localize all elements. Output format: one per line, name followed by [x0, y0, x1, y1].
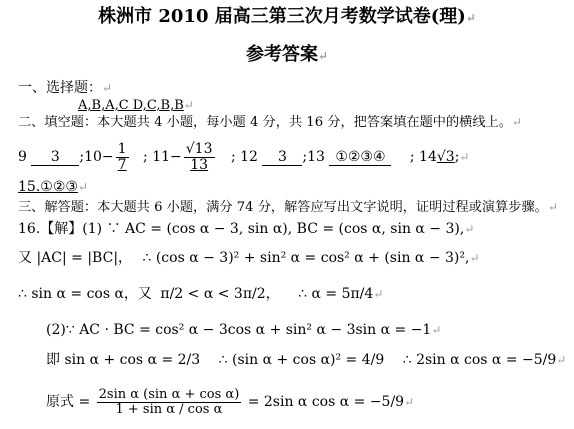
q15-answer: 15.①②③↵ — [18, 179, 88, 195]
q16-line6: 原式 = $\frac{\text{2sin α (sin α + cos α)}}{\text{1 + sin α / cos α}}$ = 2sin α cos α = −5/9↵ — [46, 386, 415, 417]
section3-heading: 三、解答题：本大题共 6 小题，满分 74 分，解答应写出文字说明，证明过程或演算步骤。↵ — [18, 200, 558, 215]
q11-fraction: $\frac{√13}{13}$ — [185, 140, 213, 173]
q10-fraction: $\frac{1}{7}$ — [117, 140, 127, 173]
q16-line2: 又 |AC| = |BC|， ∴ (cos α − 3)² + sin² α = cos² α + (sin α − 3)²,↵ — [18, 250, 480, 266]
page-title: 株洲市 2010 届高三第三次月考数学试卷(理)↵ — [98, 6, 476, 27]
q13-answer: ①②③④ — [329, 149, 391, 166]
section2-heading: 二、填空题：本大题共 4 小题，每小题 4 分，共 16 分，把答案填在题中的横线上。↵ — [18, 115, 522, 130]
q16-line1: 16.【解】(1) ∵ AC = (cos α − 3, sin α), BC = (cos α, sin α − 3),↵ — [18, 221, 475, 237]
page-subtitle: 参考答案↵ — [245, 44, 329, 65]
section1-answers: A,B,A,C D,C,B,B↵ — [78, 98, 194, 113]
q12-answer: 3 — [262, 149, 302, 166]
fill-in-answers-row: 9 3 ;10− $\frac{1}{7}$ ; 11− $\frac{√13}{13}$ ; 12 3 ;13 ①②③④ ; 14√3;↵ — [18, 140, 470, 173]
q9-answer: 3 — [31, 149, 79, 166]
q14-answer: √3 — [436, 149, 455, 165]
q16-line3: ∴ sin α = cos α，又 π/2 < α < 3π/2， ∴ α = 5π/4↵ — [18, 286, 384, 302]
original-expression-fraction: $\frac{\text{2sin α (sin α + cos α)}}{\text{1 + sin α / cos α}}$ — [98, 386, 240, 417]
section1-heading: 一、选择题：↵ — [18, 80, 113, 96]
q16-line4: (2)∵ AC · BC = cos² α − 3cos α + sin² α − 3sin α = −1↵ — [46, 322, 442, 338]
q16-line5: 即 sin α + cos α = 2/3 ∴ (sin α + cos α)² = 4/9 ∴ 2sin α cos α = −5/9↵ — [46, 352, 567, 368]
